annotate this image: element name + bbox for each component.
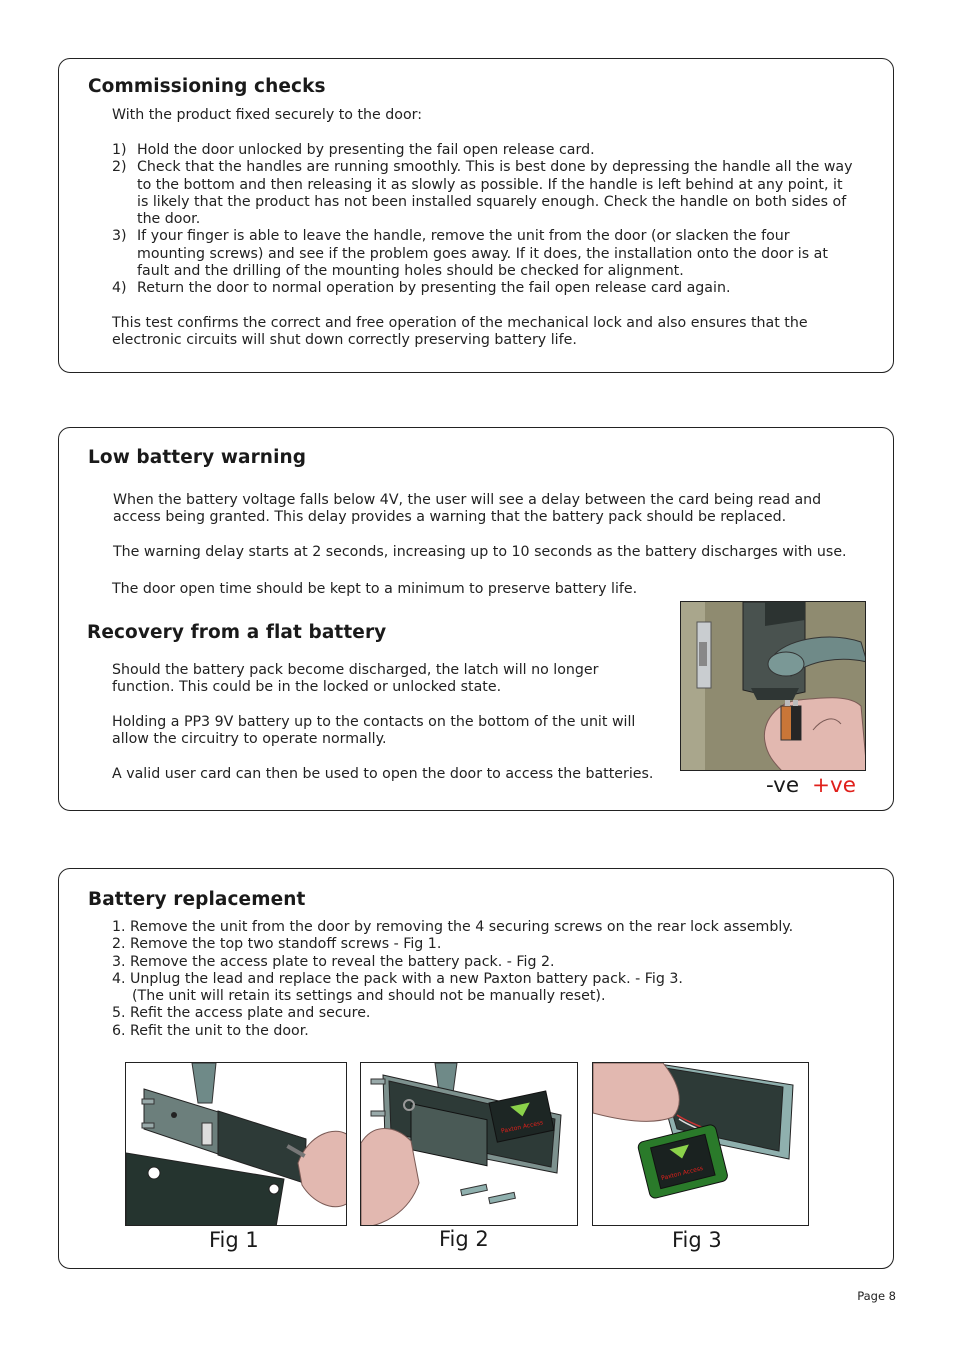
fig1-label: Fig 1 xyxy=(209,1228,259,1252)
recovery-p1: Should the battery pack become discharged, the latch will no longer function. This could be in the locked or unlocked state. xyxy=(112,662,599,696)
page-number: Page 8 xyxy=(857,1289,896,1303)
low-battery-p1: When the battery voltage falls below 4V, the user will see a delay between the card being read and access being granted. This delay provides a warning that the battery pack should be replaced. xyxy=(113,492,822,526)
polarity-labels xyxy=(766,773,856,798)
low-battery-p2: The warning delay starts at 2 seconds, increasing up to 10 seconds as the battery discharges with use. xyxy=(113,544,847,560)
battery-replacement-title: Battery replacement xyxy=(88,889,306,910)
recovery-title: Recovery from a flat battery xyxy=(87,622,387,643)
fig3-label: Fig 3 xyxy=(672,1228,722,1252)
list-item: 1) Hold the door unlocked by presenting the fail open release card. xyxy=(112,142,595,158)
door-handle-battery-graphic xyxy=(681,602,866,771)
battery-pack-replacement-graphic xyxy=(593,1063,809,1226)
list-item: 1. Remove the unit from the door by removing the 4 securing screws on the rear lock assembly. xyxy=(112,919,794,935)
pp3-battery-illustration xyxy=(680,601,866,771)
negative-label: -ve xyxy=(766,773,800,798)
low-battery-title: Low battery warning xyxy=(88,447,307,468)
list-item: 4. Unplug the lead and replace the pack with a new Paxton battery pack. - Fig 3. xyxy=(112,970,683,987)
access-plate-removed-graphic xyxy=(361,1063,578,1226)
commissioning-steps xyxy=(112,142,857,298)
list-item: 2. Remove the top two standoff screws - Fig 1. xyxy=(112,936,442,953)
list-item: (The unit will retain its settings and should not be manually reset). xyxy=(132,988,606,1005)
list-item: 5. Refit the access plate and secure. xyxy=(112,1005,371,1022)
recovery-p3: A valid user card can then be used to open the door to access the batteries. xyxy=(112,766,654,782)
low-battery-p3: The door open time should be kept to a minimum to preserve battery life. xyxy=(112,581,638,597)
standoff-screw-removal-graphic xyxy=(126,1063,347,1226)
fig1-illustration xyxy=(125,1062,347,1226)
list-item: 3) If your finger is able to leave the handle, remove the unit from the door (or slacken the four mounting screws) and see if the problem goes away. If it does, the installation onto the door is at fault and the drilling of the mounting holes should be checked for alignment. xyxy=(112,228,828,280)
replacement-steps xyxy=(112,919,793,1040)
recovery-p2: Holding a PP3 9V battery up to the contacts on the bottom of the unit will allow the circuitry to operate normally. xyxy=(112,714,636,748)
commissioning-title: Commissioning checks xyxy=(88,76,326,97)
list-item: 6. Refit the unit to the door. xyxy=(112,1022,309,1039)
list-item: 3. Remove the access plate to reveal the battery pack. - Fig 2. xyxy=(112,953,555,970)
battery-brand-label-fig3: Paxton Access xyxy=(660,1164,704,1183)
fig3-illustration xyxy=(592,1062,809,1226)
positive-label: +ve xyxy=(811,773,856,798)
fig2-label: Fig 2 xyxy=(439,1227,489,1251)
fig2-illustration xyxy=(360,1062,578,1226)
battery-brand-label-fig2: Paxton Access xyxy=(500,1119,544,1136)
commissioning-footer: This test confirms the correct and free operation of the mechanical lock and also ensures that the electronic circuits will shut down correctly preserving battery life. xyxy=(112,315,808,349)
commissioning-intro: With the product fixed securely to the door: xyxy=(112,107,423,123)
list-item: 2) Check that the handles are running smoothly. This is best done by depressing the handle all the way to the bottom and then releasing it as slowly as possible. If the handle is left behind at any point, it is likely that the product has not been installed squarely enough. Check the handle on both sides of the door. xyxy=(112,159,853,228)
list-item: 4) Return the door to normal operation by presenting the fail open release card again. xyxy=(112,280,731,297)
